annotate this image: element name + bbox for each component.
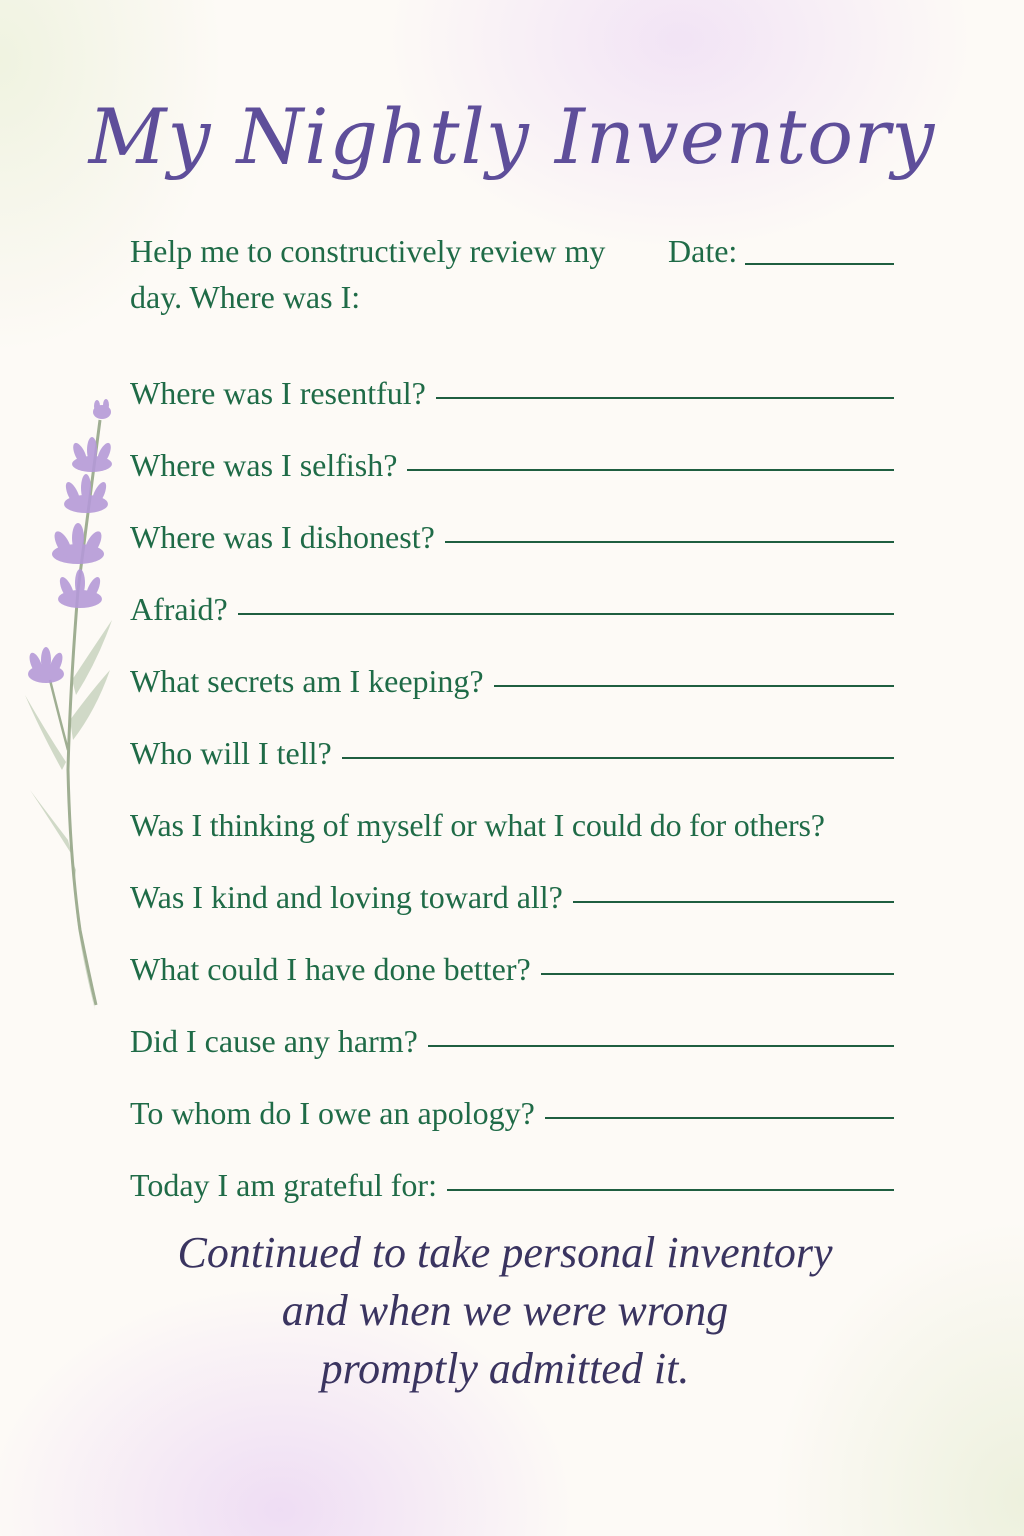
answer-line[interactable] bbox=[494, 685, 894, 687]
answer-line[interactable] bbox=[573, 901, 894, 903]
answer-line[interactable] bbox=[407, 469, 894, 471]
quote-line-2: and when we were wrong bbox=[281, 1286, 729, 1335]
question-label: Today I am grateful for: bbox=[130, 1167, 437, 1203]
question-label: What could I have done better? bbox=[130, 951, 531, 987]
answer-line[interactable] bbox=[342, 757, 894, 759]
question-label: To whom do I owe an apology? bbox=[130, 1095, 535, 1131]
lavender-sprig-icon bbox=[0, 390, 130, 1020]
question-row-afraid bbox=[130, 560, 894, 632]
answer-line[interactable] bbox=[447, 1189, 894, 1191]
answer-line[interactable] bbox=[545, 1117, 894, 1119]
question-row-thinking bbox=[130, 776, 894, 848]
question-label: What secrets am I keeping? bbox=[130, 663, 484, 699]
question-label: Was I thinking of myself or what I could do for others? bbox=[130, 807, 825, 843]
question-row-selfish bbox=[130, 416, 894, 488]
intro-text: Help me to constructively review my day. Where was I: bbox=[130, 233, 606, 315]
questions-list bbox=[130, 344, 894, 1208]
question-row-harm bbox=[130, 992, 894, 1064]
question-label: Afraid? bbox=[130, 591, 228, 627]
question-label: Was I kind and loving toward all? bbox=[130, 879, 563, 915]
answer-line[interactable] bbox=[428, 1045, 894, 1047]
question-row-grateful bbox=[130, 1136, 894, 1208]
date-label: Date: bbox=[668, 233, 738, 269]
page-title: My Nightly Inventory bbox=[88, 92, 936, 181]
answer-line[interactable] bbox=[445, 541, 894, 543]
question-label: Did I cause any harm? bbox=[130, 1023, 418, 1059]
question-row-secrets bbox=[130, 632, 894, 704]
date-input-line[interactable] bbox=[745, 263, 894, 265]
question-label: Where was I selfish? bbox=[130, 447, 398, 483]
question-row-who-tell bbox=[130, 704, 894, 776]
question-label: Where was I resentful? bbox=[130, 375, 426, 411]
question-label: Where was I dishonest? bbox=[130, 519, 435, 555]
answer-line[interactable] bbox=[436, 397, 894, 399]
closing-quote bbox=[0, 1224, 1010, 1398]
answer-line[interactable] bbox=[238, 613, 894, 615]
question-label: Who will I tell? bbox=[130, 735, 332, 771]
answer-line[interactable] bbox=[541, 973, 894, 975]
question-row-kind bbox=[130, 848, 894, 920]
question-row-better bbox=[130, 920, 894, 992]
quote-line-3: promptly admitted it. bbox=[320, 1344, 690, 1393]
date-field[interactable] bbox=[668, 228, 894, 274]
quote-line-1: Continued to take personal inventory bbox=[177, 1228, 833, 1277]
question-row-dishonest bbox=[130, 488, 894, 560]
question-row-apology bbox=[130, 1064, 894, 1136]
question-row-resentful bbox=[130, 344, 894, 416]
